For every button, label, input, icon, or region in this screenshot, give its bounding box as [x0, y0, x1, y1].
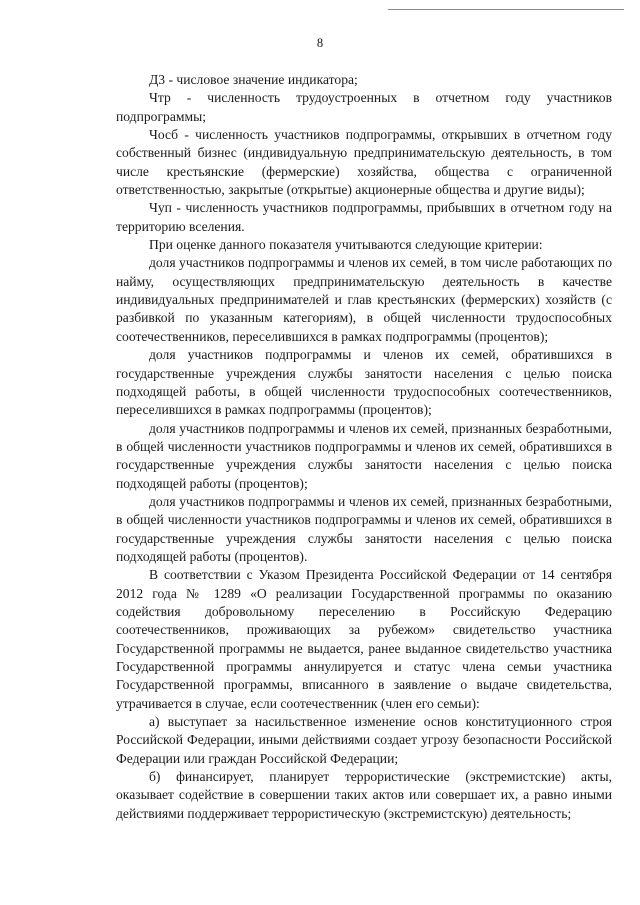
document-body [116, 71, 612, 823]
top-rule [388, 9, 624, 10]
paragraph-chup-definition: Чуп - численность участников подпрограммы, прибывших в отчетном году на территорию вселения. [116, 200, 612, 234]
paragraph-chtr-definition: Чтр - численность трудоустроенных в отчетном году участников подпрограммы; [116, 90, 612, 124]
paragraph-criterion-unemployed-1: доля участников подпрограммы и членов их семей, признанных безработными, в общей численности участников подпрограммы и членов их семей, обратившихся в государственные учреждения службы занятости населения с целью поиска подходящей работы (процентов); [116, 420, 612, 491]
paragraph-criteria-intro: При оценке данного показателя учитываются следующие критерии: [149, 237, 543, 253]
paragraph-criterion-unemployed-2: доля участников подпрограммы и членов их семей, признанных безработными, в общей численности участников подпрограммы и членов их семей, обратившихся в государственные учреждения службы занятости населения с целью поиска подходящей работы (процентов). [116, 493, 612, 564]
paragraph-d3-definition: Д3 - числовое значение индикатора; [149, 72, 358, 87]
paragraph-presidential-decree: В соответствии с Указом Президента Российской Федерации от 14 сентября 2012 года № 1289 «О реализации Государственной программы по оказанию содействия добровольному переселению в Российскую Федерацию соотечественников, проживающих за рубежом» свидетельство участника Государственной программы не выдается, ранее выданное свидетельство участника Государственной программы аннулируется и статус члена семьи участника Государственной программы, вписанного в заявление о выдаче свидетельства, утрачивается в случае, если соотечественник (член его семьи): [116, 567, 612, 711]
paragraph-chosb-definition: Чосб - численность участников подпрограммы, открывших в отчетном году собственный бизнес (индивидуальную предпринимательскую деятельность, в том числе крестьянские (фермерские) хозяйства, общества с ограниченной ответственностью, закрытые (открытые) акционерные общества и другие виды); [116, 127, 612, 198]
paragraph-item-b: б) финансирует, планирует террористические (экстремистские) акты, оказывает содействие в совершении таких актов или совершает их, а равно иными действиями поддерживает террористическую (экстремистскую) деятельность; [116, 769, 612, 821]
paragraph-criterion-employed: доля участников подпрограммы и членов их семей, в том числе работающих по найму, осуществляющих предпринимательскую деятельность в качестве индивидуальных предпринимателей и глав крестьянских (фермерских) хозяйств (с разбивкой по указанным категориям), в общей численности трудоспособных соотечественников, переселившихся в рамках подпрограммы (процентов); [116, 255, 612, 344]
paragraph-item-a: а) выступает за насильственное изменение основ конституционного строя Российской Федерации, иными действиями создает угрозу безопасности Российской Федерации или граждан Российской Федерации; [116, 714, 612, 766]
page-number: 8 [316, 36, 324, 50]
paragraph-criterion-employment-service: доля участников подпрограммы и членов их семей, обратившихся в государственные учреждения службы занятости населения с целью поиска подходящей работы, в общей численности трудоспособных соотечественников, переселившихся в рамках подпрограммы (процентов); [116, 347, 612, 418]
